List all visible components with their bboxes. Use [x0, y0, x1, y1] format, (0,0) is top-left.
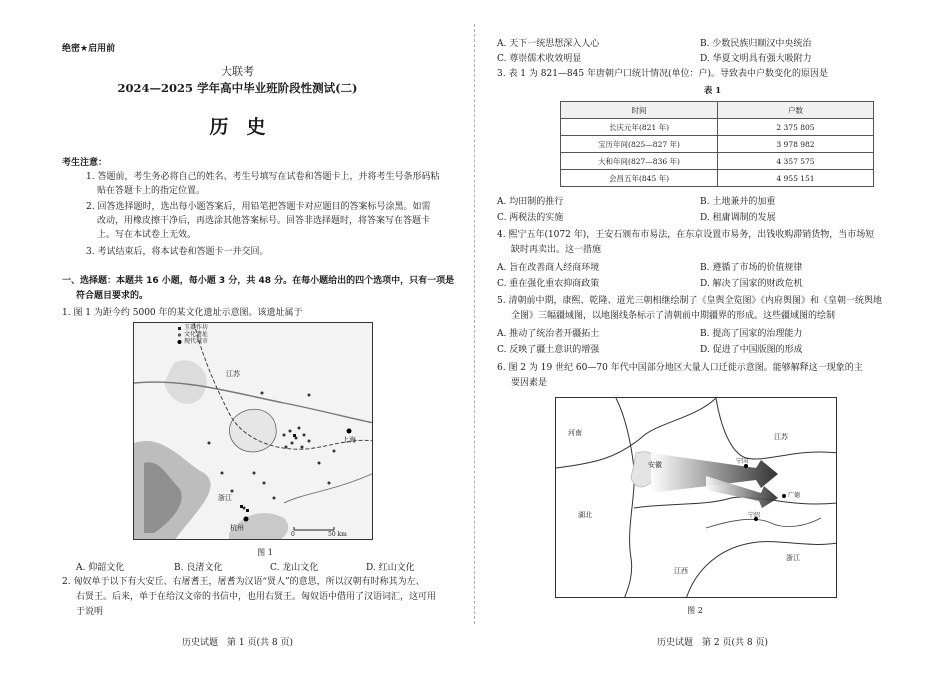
map2-label-jiangxi: 江西 [674, 567, 688, 575]
q3-option-b: B. 土地兼并的加重 [700, 197, 776, 207]
q2-option-d: D. 华夏文明具有强大吸附力 [700, 54, 812, 64]
q3-option-d: D. 租庸调制的发展 [700, 213, 776, 223]
boundary-zhejiang [686, 542, 837, 598]
section-heading-line-1: 一、选择题：本题共 16 小题，每小题 3 分，共 48 分。在每小题给出的四个选项中，只有一项是 [62, 276, 455, 286]
notice-3-line-1: 3. 考试结束后，将本试卷和答题卡一并交回。 [86, 247, 269, 257]
q2-stem-line-1: 2. 匈奴单于以下有大安丘、右屠耆王，屠耆为汉语“贤人”的意思，所以汉朝有时称其为左、 [62, 577, 425, 587]
q1-option-b: B. 良渚文化 [174, 563, 223, 573]
q1-option-a: A. 仰韶文化 [76, 563, 125, 573]
q4-option-a: A. 旨在改善商人经商环境 [497, 263, 600, 273]
q2-option-b: B. 少数民族归顺汉中央统治 [700, 39, 812, 49]
q5-stem-line-2: 全图》三幅疆域图，以地图线条标示了清朝前中期疆界的形成。这些疆域图的绘制 [511, 311, 836, 321]
map2-label-jiangsu: 江苏 [774, 433, 788, 441]
table-cell-time: 长庆元年(821 年) [561, 119, 718, 136]
table-cell-households: 3 978 982 [718, 136, 874, 153]
q1-option-c: C. 龙山文化 [270, 563, 319, 573]
q4-stem-line-1: 4. 熙宁五年(1072 年)，王安石颁布市易法，在东京设置市易务，出钱收购滞销货物，当市场短 [497, 230, 875, 240]
table-1-title: 表 1 [703, 86, 722, 96]
legend-city-symbol [178, 340, 182, 344]
q2-option-c: C. 尊崇儒术收效明显 [497, 54, 582, 64]
legend-city-label: 现代城市 [184, 338, 209, 345]
map2-label-guangde: 广德 [788, 492, 801, 499]
table-row [561, 170, 874, 187]
left-footer: 历史试题 第 1 页(共 8 页) [182, 638, 293, 648]
map-label-hangzhou: 杭州 [230, 524, 244, 532]
q4-option-b: B. 遵循了市场的价值规律 [700, 263, 803, 273]
city-hangzhou [244, 517, 249, 522]
figure-1-svg [134, 323, 373, 540]
right-footer: 历史试题 第 2 页(共 8 页) [657, 638, 768, 648]
scale-label-50km: 50 km [328, 531, 347, 538]
table-cell-households: 4 357 575 [718, 153, 874, 170]
table-cell-households: 4 955 151 [718, 170, 874, 187]
exam-name: 大联考 [221, 65, 254, 78]
boundary-hubei [616, 398, 634, 598]
q5-option-c: C. 反映了疆土意识的增强 [497, 345, 600, 355]
figure-2-caption: 图 2 [687, 606, 703, 615]
boundary-anhui-south [634, 497, 837, 508]
map2-label-zhejiang: 浙江 [786, 554, 800, 562]
table-row [561, 153, 874, 170]
map2-label-ningguo: 宁国 [736, 458, 749, 465]
map-label-zhejiang: 浙江 [218, 494, 232, 502]
q2-stem-line-2: 右贤王。后来，单于在给汉文帝的书信中，也用右贤王。匈奴语中借用了汉语词汇，这可用 [76, 592, 437, 602]
notice-2-line-3: 上。写在本试卷上无效。 [97, 230, 197, 240]
boundary-inner [706, 518, 821, 528]
map2-label-hubei: 湖北 [578, 511, 592, 519]
map2-label-anhui: 安徽 [648, 461, 662, 469]
legend-site-label: 文化遗址 [184, 331, 209, 338]
q4-option-d: D. 解决了国家的财政危机 [700, 279, 803, 289]
q6-stem-line-1: 6. 图 2 为 19 世纪 60—70 年代中国部分地区大量人口迁徙示意图。能够解释这一现象的主 [497, 363, 863, 373]
boundary-jiangsu [716, 398, 837, 459]
q3-option-a: A. 均田制的推行 [497, 197, 564, 207]
table-row [561, 119, 874, 136]
q1-option-d: D. 红山文化 [366, 563, 415, 573]
q5-stem-line-1: 5. 清朝前中期，康熙、乾隆、道光三朝相继绘制了《皇舆全览图》《内府舆图》和《皇朝一统舆地 [497, 296, 882, 306]
notice-2-line-1: 2. 回答选择题时，选出每小题答案后，用铅笔把答题卡对应题目的答案标号涂黑。如需 [86, 202, 431, 212]
table-cell-time: 会昌五年(845 年) [561, 170, 718, 187]
figure-1-caption: 图 1 [257, 548, 273, 557]
figure-1-map [133, 322, 373, 540]
notice-1-line-2: 贴在答题卡上的指定位置。 [97, 186, 206, 196]
confidential-mark: 绝密★启用前 [62, 44, 116, 54]
q5-option-a: A. 推动了统治者开疆拓土 [497, 329, 600, 339]
map-label-shanghai: 上海 [342, 436, 356, 444]
right-page [475, 0, 950, 673]
q6-stem-line-2: 要因素是 [511, 378, 548, 388]
q4-stem-line-2: 缺时再卖出。这一措施 [511, 245, 602, 255]
notice-title: 考生注意： [62, 158, 108, 168]
table-1 [560, 101, 874, 187]
section-heading-line-2: 符合题目要求的。 [76, 291, 149, 301]
figure-2-map [555, 397, 837, 598]
table-header-households: 户数 [718, 102, 874, 119]
city-shanghai [347, 429, 352, 434]
q2-option-a: A. 天下一统思想深入人心 [497, 39, 600, 49]
q3-option-c: C. 两税法的实施 [497, 213, 564, 223]
table-cell-time: 宝历年间(825—827 年) [561, 136, 718, 153]
table-cell-households: 2 375 805 [718, 119, 874, 136]
q5-option-d: D. 促进了中国版图的形成 [700, 345, 803, 355]
q2-stem-line-3: 于说明 [76, 607, 104, 617]
legend-jade-label: 玉器作坊 [184, 324, 209, 331]
marker-guangde [782, 494, 786, 498]
q4-option-c: C. 重在强化重农抑商政策 [497, 279, 600, 289]
table-header-time: 时间 [561, 102, 718, 119]
q1-stem: 1. 图 1 为距今约 5000 年的某文化遗址示意图。该遗址属于 [62, 308, 303, 318]
notice-2-line-2: 改动，用橡皮擦干净后，再选涂其他答案标号。回答非选择题时，将答案写在答题卡 [97, 216, 431, 226]
lake [229, 409, 276, 452]
legend-jade-symbol [178, 327, 181, 330]
table-header-row [561, 102, 874, 119]
subject-title: 历史 [209, 116, 284, 138]
table-row [561, 136, 874, 153]
scale-label-zero: 0 [291, 531, 295, 538]
legend-site-symbol [178, 333, 181, 336]
q3-stem: 3. 表 1 为 821—845 年唐朝户口统计情况(单位：户)。导致表中户数变化的原因是 [497, 69, 828, 79]
q5-option-b: B. 提高了国家的治理能力 [700, 329, 803, 339]
map2-label-henan: 河南 [568, 429, 582, 437]
table-cell-time: 大和年间(827—836 年) [561, 153, 718, 170]
notice-1-line-1: 1. 答题前，考生务必将自己的姓名、考生号填写在试卷和答题卡上，并将考生号条形码粘 [86, 172, 440, 182]
map2-label-ningshao: 宁绍 [748, 512, 761, 519]
exam-year-title: 2024—2025 学年高中毕业班阶段性测试(二) [117, 81, 358, 95]
map-label-jiangsu: 江苏 [226, 370, 240, 378]
